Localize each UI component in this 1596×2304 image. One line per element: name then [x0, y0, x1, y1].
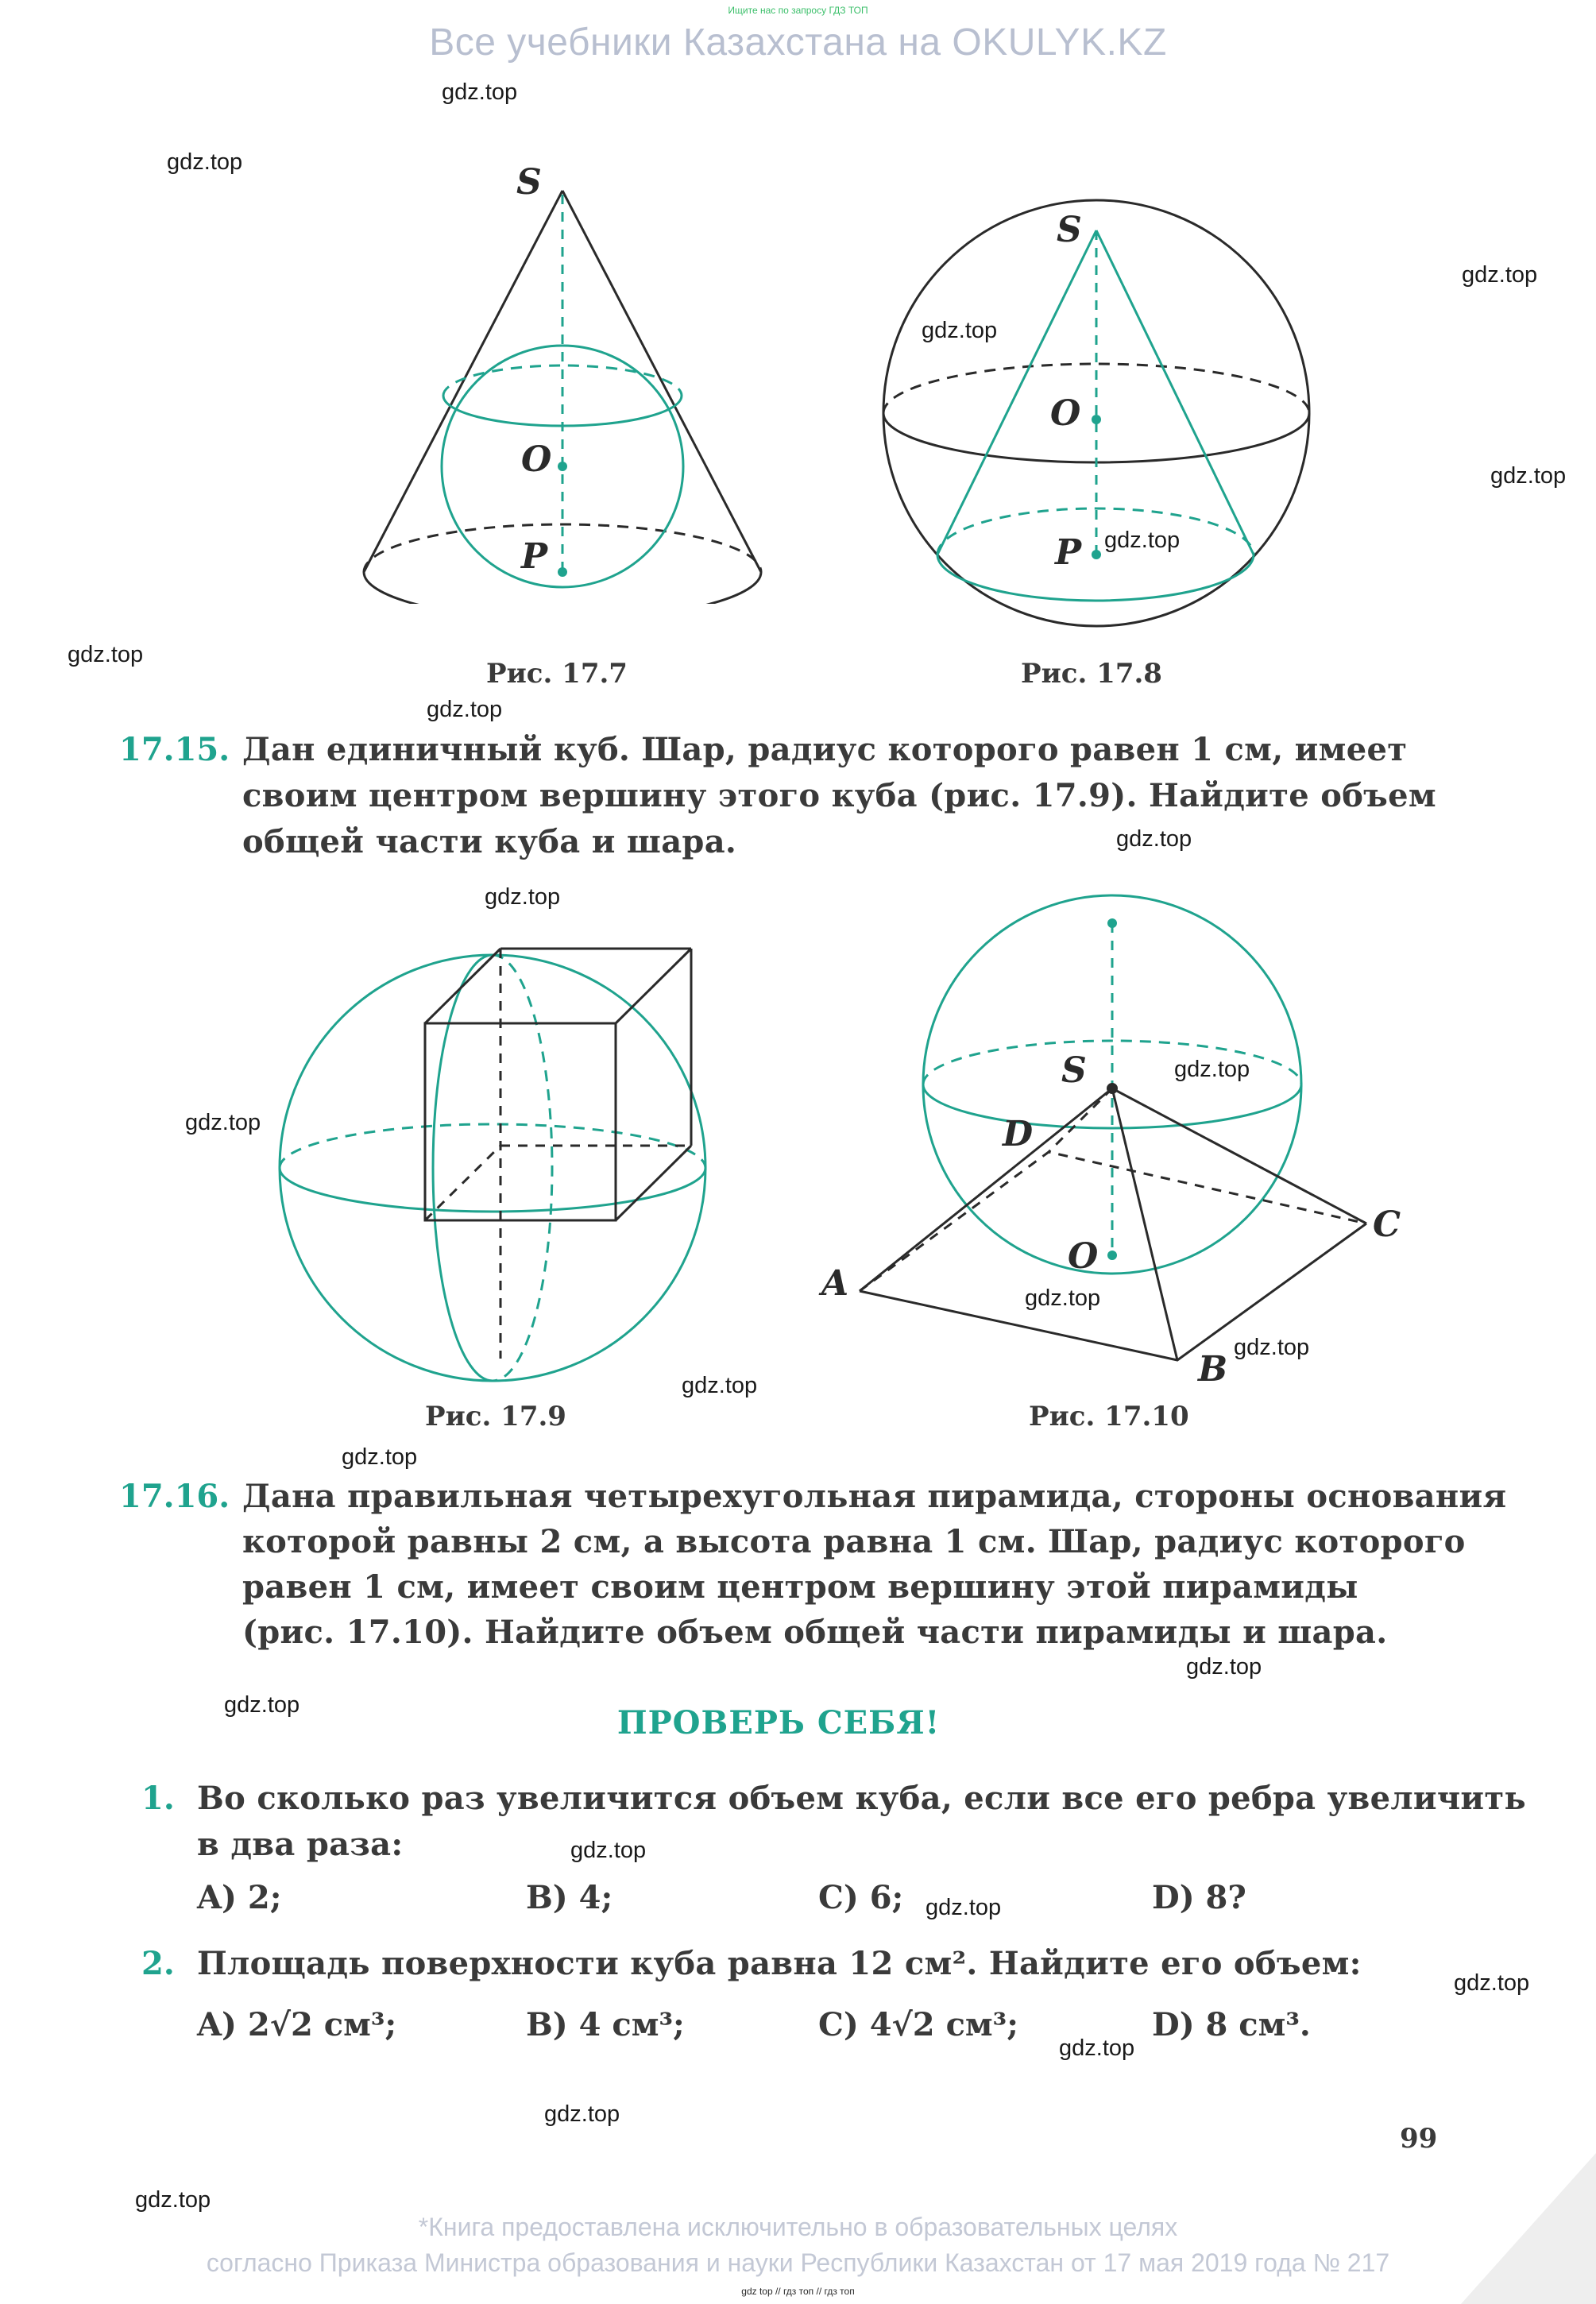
question-1-option-d[interactable]: D) 8? — [1152, 1879, 1246, 1916]
watermark: gdz.top — [1059, 2035, 1135, 2061]
problem-17-15-line-3: общей части куба и шара. — [242, 823, 737, 860]
caption-17-7: Рис. 17.7 — [486, 658, 628, 690]
problem-17-15-line-1: Дан единичный куб. Шар, радиус которого равен 1 см, имеет — [242, 731, 1408, 768]
caption-17-8: Рис. 17.8 — [1021, 658, 1162, 690]
page-number: 99 — [1400, 2123, 1438, 2155]
footer-line-1: *Книга предоставлена исключительно в образовательных целях — [418, 2213, 1178, 2241]
cube-edge — [616, 949, 691, 1023]
label-p: P — [521, 536, 548, 577]
question-2-line-1: Площадь поверхности куба равна 12 см². Найдите его объем: — [197, 1945, 1362, 1982]
label-s: S — [1061, 1050, 1087, 1091]
cube-edge — [616, 1146, 691, 1220]
label-a: A — [821, 1263, 849, 1304]
edge-sd — [1049, 1088, 1112, 1152]
label-o: O — [521, 439, 552, 480]
label-p: P — [1055, 532, 1082, 573]
watermark: gdz.top — [68, 642, 144, 667]
caption-17-10: Рис. 17.10 — [1029, 1401, 1189, 1432]
watermark: gdz.top — [1104, 528, 1181, 553]
watermark: gdz.top — [485, 884, 561, 910]
watermark: gdz.top — [1025, 1285, 1101, 1311]
caption-17-9: Рис. 17.9 — [425, 1401, 566, 1432]
sphere-meridian-front — [433, 955, 493, 1381]
cube-edge — [425, 949, 500, 1023]
question-1-option-b[interactable]: B) 4; — [526, 1879, 613, 1916]
watermark: gdz.top — [1174, 1057, 1250, 1082]
label-s: S — [1057, 210, 1082, 250]
watermark: gdz.top — [1234, 1335, 1310, 1360]
watermark: gdz.top — [682, 1373, 758, 1398]
footer-small: gdz top // гдз топ // гдз топ — [741, 2286, 855, 2297]
question-1-line-1: Во сколько раз увеличится объем куба, если все его ребра увеличить — [197, 1780, 1526, 1817]
point-o — [558, 462, 567, 471]
label-o: O — [1068, 1236, 1099, 1277]
watermark: gdz.top — [544, 2101, 620, 2127]
point-o — [1107, 1251, 1117, 1260]
watermark: gdz.top — [342, 1444, 418, 1470]
problem-17-16-line-3: равен 1 см, имеет своим центром вершину этой пирамиды — [242, 1568, 1358, 1606]
question-1-line-2: в два раза: — [197, 1826, 404, 1863]
question-number-1: 1. — [141, 1780, 175, 1817]
label-d: D — [1003, 1114, 1034, 1154]
top-point — [1107, 918, 1117, 928]
watermark: gdz.top — [1462, 262, 1538, 288]
question-2-option-d[interactable]: D) 8 см³. — [1152, 2006, 1311, 2043]
site-banner[interactable]: Все учебники Казахстана на OKULYK.KZ — [429, 21, 1167, 64]
point-p — [558, 567, 567, 577]
watermark: gdz.top — [926, 1895, 1002, 1920]
label-o: O — [1050, 393, 1081, 434]
search-hint: Ищите нас по запросу ГДЗ ТОП — [728, 5, 868, 16]
footer-line-2: согласно Приказа Министра образования и науки Республики Казахстан от 17 мая 2019 года № 217 — [206, 2248, 1390, 2277]
edge-sb — [1112, 1088, 1177, 1360]
point-s — [1107, 1083, 1118, 1094]
sphere-equator-front — [280, 1168, 705, 1212]
point-p — [1092, 550, 1101, 559]
cone-left-generatrix — [937, 230, 1096, 555]
cone-right-generatrix — [562, 191, 761, 572]
question-1-option-a[interactable]: A) 2; — [197, 1879, 282, 1916]
problem-number-17-16: 17.16. — [119, 1478, 230, 1515]
cone-right-generatrix — [1096, 230, 1254, 555]
watermark: gdz.top — [167, 149, 243, 175]
sphere — [280, 955, 705, 1381]
problem-17-16-line-4: (рис. 17.10). Найдите объем общей части пирамиды и шара. — [242, 1614, 1388, 1651]
watermark: gdz.top — [427, 697, 503, 722]
watermark: gdz.top — [1116, 826, 1192, 852]
figure-17-10 — [810, 890, 1446, 1398]
label-b: B — [1198, 1349, 1228, 1390]
label-s: S — [516, 162, 542, 203]
problem-17-16-line-2: которой равны 2 см, а высота равна 1 см. Шар, радиус которого — [242, 1523, 1466, 1560]
point-o — [1092, 415, 1101, 424]
question-number-2: 2. — [141, 1945, 175, 1982]
question-2-option-b[interactable]: B) 4 см³; — [526, 2006, 685, 2043]
watermark: gdz.top — [224, 1692, 300, 1718]
problem-17-15-line-2: своим центром вершину этого куба (рис. 17.9). Найдите объем — [242, 777, 1436, 814]
figure-17-8 — [874, 199, 1319, 644]
cone-left-generatrix — [364, 191, 562, 572]
watermark: gdz.top — [1490, 463, 1567, 489]
problem-number-17-15: 17.15. — [119, 731, 230, 768]
edge-sc — [1112, 1088, 1366, 1224]
label-c: C — [1373, 1204, 1401, 1245]
watermark: gdz.top — [135, 2187, 211, 2213]
figure-17-9 — [278, 930, 739, 1390]
problem-17-16-line-1: Дана правильная четырехугольная пирамида, стороны основания — [242, 1478, 1507, 1515]
watermark: gdz.top — [185, 1110, 261, 1135]
self-check-heading: ПРОВЕРЬ СЕБЯ! — [616, 1704, 941, 1742]
watermark: gdz.top — [442, 79, 518, 105]
question-2-option-a[interactable]: A) 2√2 см³; — [197, 2006, 397, 2043]
question-2-option-c[interactable]: C) 4√2 см³; — [818, 2006, 1018, 2043]
watermark: gdz.top — [1186, 1654, 1262, 1680]
watermark: gdz.top — [922, 318, 998, 343]
question-1-option-c[interactable]: C) 6; — [818, 1879, 904, 1916]
figure-17-7 — [342, 159, 786, 604]
watermark: gdz.top — [570, 1838, 647, 1863]
watermark: gdz.top — [1454, 1970, 1530, 1996]
